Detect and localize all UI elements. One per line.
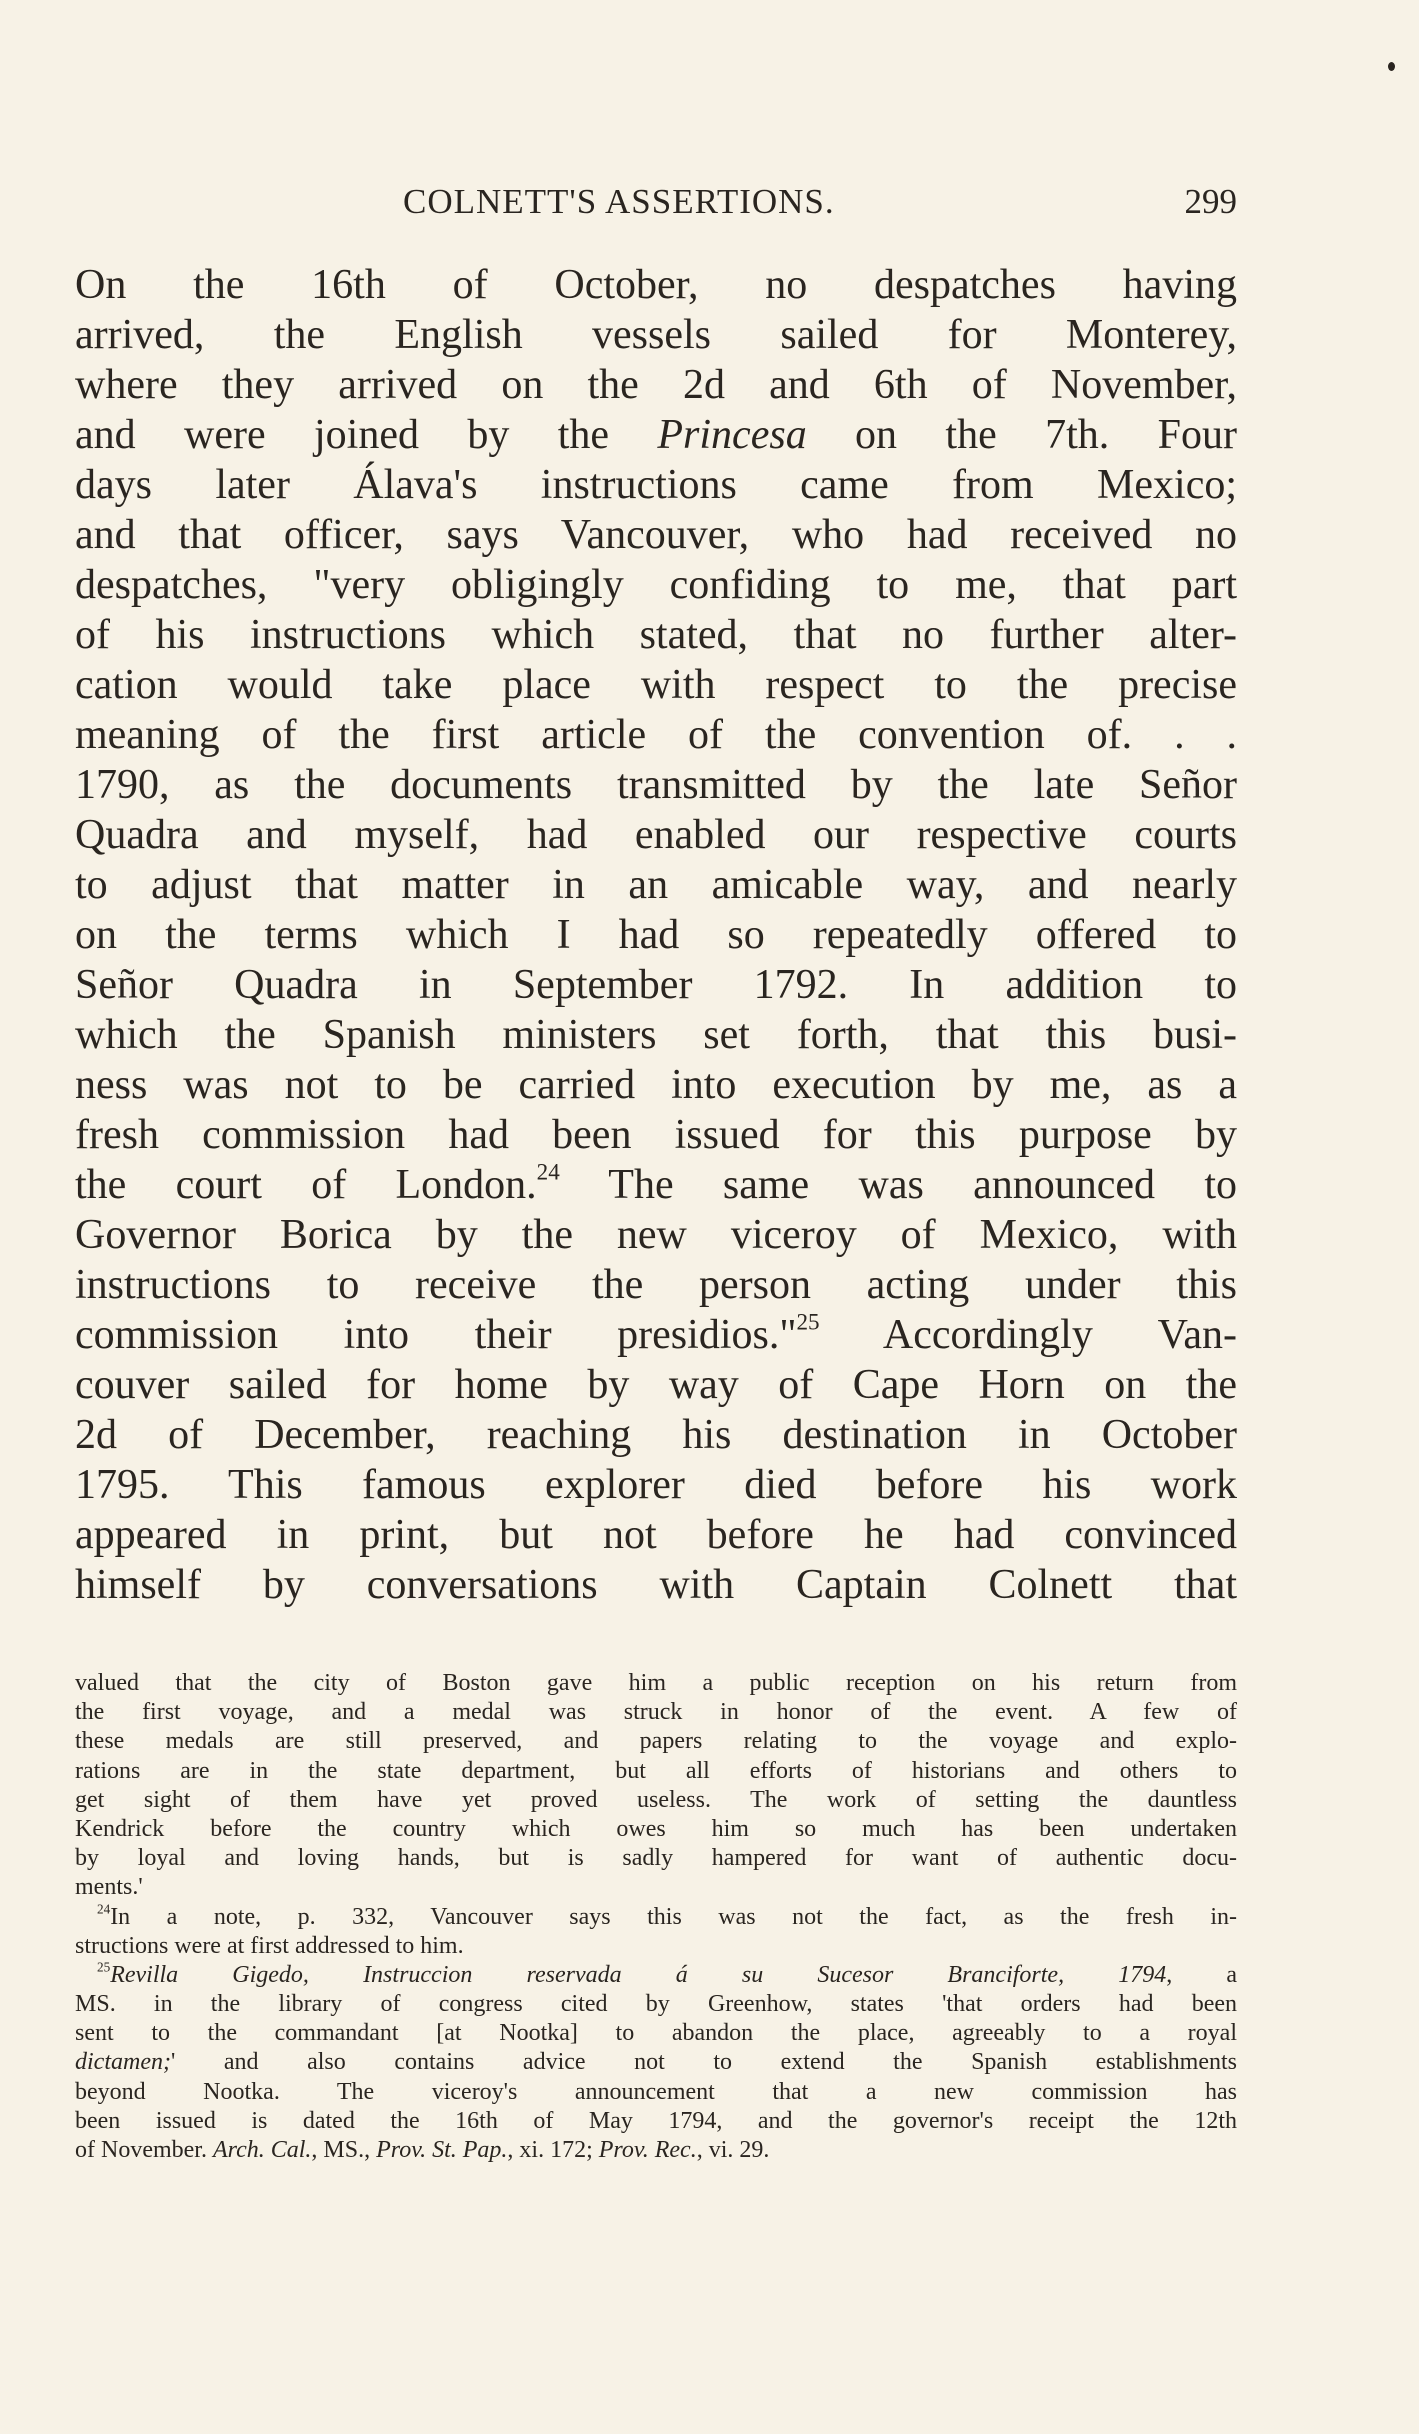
body-line: despatches, "very obligingly confiding to me, that part [75,562,1237,608]
footnote-line: Kendrick before the country which owes him so much has been undertaken [75,1815,1237,1842]
footnote-line: structions were at first addressed to him. [75,1932,464,1959]
body-line: fresh commission had been issued for this purpose by [75,1112,1237,1158]
body-line: which the Spanish ministers set forth, that this busi- [75,1012,1237,1058]
body-line: ness was not to be carried into execution by me, as a [75,1062,1237,1108]
footnote-line: MS. in the library of congress cited by Greenhow, states 'that orders had been [75,1991,1237,2018]
footnote-line: by loyal and loving hands, but is sadly hampered for want of authentic docu- [75,1845,1237,1872]
body-line: meaning of the first article of the convention of. . . [75,712,1237,758]
footnote-line: dictamen;' and also contains advice not to extend the Spanish establishments [75,2049,1237,2076]
body-line: to adjust that matter in an amicable way, and nearly [75,862,1237,908]
body-line: appeared in print, but not before he had convinced [75,1512,1237,1558]
body-line: himself by conversations with Captain Colnett that [75,1562,1237,1608]
footnote-line: the first voyage, and a medal was struck in honor of the event. A few of [75,1699,1237,1726]
running-title: COLNETT'S ASSERTIONS. [403,182,835,221]
body-line: On the 16th of October, no despatches having [75,262,1237,308]
body-line: instructions to receive the person acting under this [75,1262,1237,1308]
running-head [75,182,1237,232]
body-line: days later Álava's instructions came from Mexico; [75,462,1237,508]
footnotes [75,1669,1237,2165]
body-text [75,260,1237,1610]
footnote-line: of November. Arch. Cal., MS., Prov. St. Pap., xi. 172; Prov. Rec., vi. 29. [75,2137,770,2163]
body-line: and were joined by the Princesa on the 7th. Four [75,412,1237,458]
body-line: commission into their presidios."$^{25}$ Accordingly Van- [75,1308,1237,1358]
footnote-line: get sight of them have yet proved useless. The work of setting the dauntless [75,1786,1237,1813]
footnote-line: beyond Nootka. The viceroy's announcement that a new commission has [75,2078,1237,2105]
body-line: Governor Borica by the new viceroy of Mexico, with [75,1212,1237,1258]
body-line: and that officer, says Vancouver, who had received no [75,512,1237,558]
body-line: where they arrived on the 2d and 6th of November, [75,362,1237,408]
footnote-line: rations are in the state department, but all efforts of historians and others to [75,1757,1237,1784]
body-line: Quadra and myself, had enabled our respective courts [75,812,1237,858]
body-line: on the terms which I had so repeatedly offered to [75,912,1237,958]
footnote-line: valued that the city of Boston gave him a public reception on his return from [75,1670,1237,1696]
footnote-line: been issued is dated the 16th of May 1794, and the governor's receipt the 12th [75,2107,1237,2134]
footnote-line: $^{24}$In a note, p. 332, Vancouver says this was not the fact, as the fresh in- [97,1900,1237,1930]
page-number: 299 [1184,182,1237,221]
body-line: 1795. This famous explorer died before his work [75,1462,1237,1508]
body-line: the court of London.$^{24}$ The same was announced to [75,1158,1237,1208]
body-line: cation would take place with respect to the precise [75,662,1237,708]
footnote-line: sent to the commandant [at Nootka] to abandon the place, agreeably to a royal [75,2020,1237,2047]
body-line: 1790, as the documents transmitted by the late Señor [75,762,1237,808]
body-line: of his instructions which stated, that no further alter- [75,612,1237,658]
body-line: 2d of December, reaching his destination in October [75,1412,1237,1458]
footnote-line: $^{25}$Revilla Gigedo, Instruccion reservada á su Sucesor Branciforte, 1794, a [97,1959,1237,1988]
footnote-line: ments.' [75,1874,143,1901]
body-line: Señor Quadra in September 1792. In addition to [75,962,1237,1008]
body-line: couver sailed for home by way of Cape Horn on the [75,1362,1237,1408]
printer-speck [1388,62,1395,71]
body-line: arrived, the English vessels sailed for Monterey, [75,312,1237,358]
footnote-line: these medals are still preserved, and papers relating to the voyage and explo- [75,1728,1237,1755]
